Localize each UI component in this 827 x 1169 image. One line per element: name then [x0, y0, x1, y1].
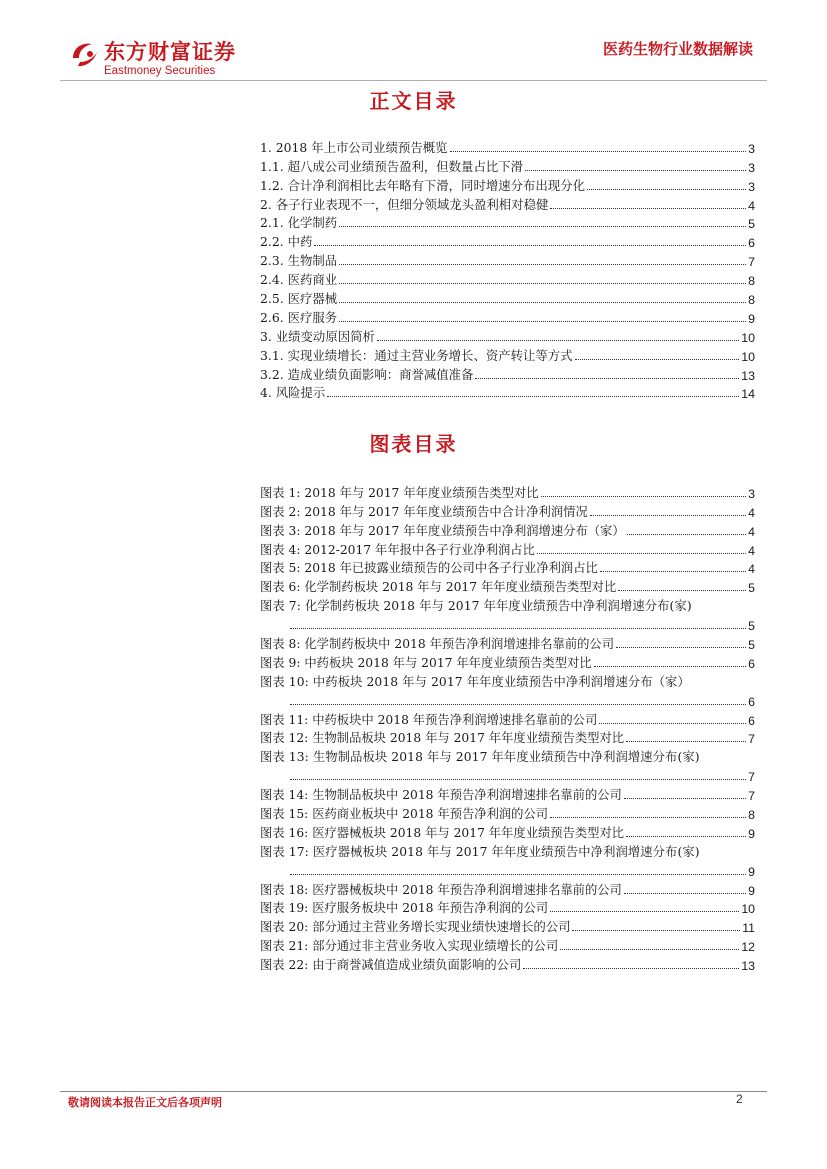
figure-entry-page: 5: [748, 619, 755, 634]
figure-entry[interactable]: [260, 822, 755, 841]
figure-list-heading: 图表目录: [369, 432, 458, 456]
toc-heading: 正文目录: [369, 89, 458, 113]
toc-entry-label: 1.2. 合计净利润相比去年略有下滑，同时增速分布出现分化: [260, 177, 585, 193]
toc-entry-label: 2.2. 中药: [260, 234, 313, 250]
dot-leader: [624, 798, 746, 799]
figure-entry[interactable]: [260, 671, 755, 709]
dot-leader: [616, 647, 746, 648]
toc-entry-label: 3.2. 造成业绩负面影响：商誉减值准备: [260, 366, 474, 382]
dot-leader: [290, 628, 746, 629]
toc-entry[interactable]: [260, 213, 755, 232]
figure-entry-page: 13: [741, 959, 755, 974]
figure-entry[interactable]: [260, 482, 755, 501]
figure-entry-page: 6: [748, 713, 755, 728]
footer-divider: [60, 1091, 767, 1092]
dot-leader: [327, 396, 739, 397]
dot-leader: [627, 534, 747, 535]
toc-entry-page: 10: [741, 330, 755, 345]
dot-leader: [525, 170, 746, 171]
figure-entry-label: 图表 2: 2018 年与 2017 年年度业绩预告中合计净利润情况: [260, 504, 588, 519]
company-logo: [70, 36, 290, 80]
toc-entry-page: 5: [748, 217, 755, 232]
toc-entry-page: 13: [741, 368, 755, 383]
figure-entry-label: 图表 8: 化学制药板块中 2018 年预告净利润增速排名靠前的公司: [260, 637, 615, 652]
figure-entry-page: 4: [748, 505, 755, 520]
dot-leader: [339, 226, 746, 227]
dot-leader: [377, 340, 739, 341]
dot-leader: [339, 283, 746, 284]
toc-entry-label: 1. 2018 年上市公司业绩预告概览: [260, 139, 448, 155]
toc-entry[interactable]: [260, 231, 755, 250]
dot-leader: [450, 151, 747, 152]
figure-entry-label: 图表 17: 医疗器械板块 2018 年与 2017 年年度业绩预告中净利润增速分布(家): [260, 844, 700, 859]
figure-entry[interactable]: [260, 709, 755, 728]
dot-leader: [541, 496, 747, 497]
dot-leader: [339, 264, 746, 265]
figure-entry[interactable]: [260, 728, 755, 747]
figure-entry-page: 9: [748, 826, 755, 841]
dot-leader: [572, 930, 740, 931]
toc-entry[interactable]: [260, 194, 755, 213]
figure-entry-label: 图表 12: 生物制品板块 2018 年与 2017 年年度业绩预告类型对比: [260, 731, 625, 746]
toc-entry-page: 3: [748, 141, 755, 156]
toc-entry[interactable]: [260, 250, 755, 269]
dot-leader: [290, 874, 746, 875]
figure-entry-label: 图表 13: 生物制品板块 2018 年与 2017 年年度业绩预告中净利润增速分布(家): [260, 750, 700, 765]
figure-list: [260, 482, 755, 973]
dot-leader: [600, 571, 746, 572]
figure-entry-page: 3: [748, 486, 755, 501]
figure-entry-page: 9: [748, 883, 755, 898]
figure-entry-label: 图表 4: 2012-2017 年年报中各子行业净利润占比: [260, 542, 535, 557]
toc-entry-page: 10: [741, 349, 755, 364]
figure-entry-page: 4: [748, 524, 755, 539]
header-divider: [60, 80, 767, 81]
toc-entry-page: 7: [748, 255, 755, 270]
figure-entry[interactable]: [260, 520, 755, 539]
figure-entry[interactable]: [260, 784, 755, 803]
toc-entry-page: 8: [748, 293, 755, 308]
figure-entry-page: 7: [748, 770, 755, 785]
figure-entry-label: 图表 15: 医药商业板块中 2018 年预告净利润的公司: [260, 807, 549, 822]
dot-leader: [550, 911, 739, 912]
toc-entry-label: 3. 业绩变动原因简析: [260, 328, 375, 344]
dot-leader: [550, 817, 746, 818]
figure-entry-page: 7: [748, 732, 755, 747]
figure-entry-label: 图表 7: 化学制药板块 2018 年与 2017 年年度业绩预告中净利润增速分布(家): [260, 599, 692, 614]
figure-entry-label: 图表 10: 中药板块 2018 年与 2017 年年度业绩预告中净利润增速分布（家）: [260, 674, 690, 689]
figure-entry-page: 11: [742, 921, 755, 936]
figure-entry-page: 4: [748, 543, 755, 558]
dot-leader: [339, 302, 746, 303]
toc-entry-page: 4: [748, 198, 755, 213]
toc-entry-page: 3: [748, 179, 755, 194]
figure-entry-label: 图表 11: 中药板块中 2018 年预告净利润增速排名靠前的公司: [260, 712, 598, 727]
toc-entry[interactable]: [260, 269, 755, 288]
figure-entry[interactable]: [260, 539, 755, 558]
toc-entry[interactable]: [260, 288, 755, 307]
eastmoney-logo-icon: [70, 40, 100, 70]
toc-entry[interactable]: [260, 137, 755, 156]
dot-leader: [624, 893, 746, 894]
figure-entry[interactable]: [260, 935, 755, 954]
dot-leader: [550, 208, 746, 209]
figure-entry-page: 10: [741, 902, 755, 917]
dot-leader: [599, 723, 746, 724]
figure-entry[interactable]: [260, 558, 755, 577]
figure-entry-label: 图表 14: 生物制品板块中 2018 年预告净利润增速排名靠前的公司: [260, 788, 622, 803]
page-number: 2: [736, 1092, 743, 1106]
toc-entry[interactable]: [260, 383, 755, 402]
dot-leader: [290, 779, 746, 780]
figure-entry-page: 9: [748, 864, 755, 879]
toc-entry-label: 2.1. 化学制药: [260, 215, 338, 231]
figure-entry-page: 6: [748, 656, 755, 671]
figure-entry[interactable]: [260, 652, 755, 671]
figure-entry-page: 8: [748, 808, 755, 823]
toc-list: [260, 137, 755, 401]
dot-leader: [575, 359, 740, 360]
toc-entry[interactable]: [260, 307, 755, 326]
toc-entry[interactable]: [260, 345, 755, 364]
toc-entry-page: 14: [741, 387, 755, 402]
figure-entry-page: 5: [748, 638, 755, 653]
figure-entry-page: 6: [748, 694, 755, 709]
toc-entry-label: 2.4. 医药商业: [260, 272, 338, 288]
toc-entry-page: 6: [748, 236, 755, 251]
dot-leader: [560, 949, 739, 950]
figure-entry[interactable]: [260, 954, 755, 973]
toc-entry-label: 1.1. 超八成公司业绩预告盈利，但数量占比下滑: [260, 158, 524, 174]
figure-entry[interactable]: [260, 879, 755, 898]
page-header: [60, 30, 767, 80]
figure-entry[interactable]: [260, 576, 755, 595]
toc-entry[interactable]: [260, 364, 755, 383]
toc-entry-page: 3: [748, 160, 755, 175]
figure-entry-label: 图表 22: 由于商誉减值造成业绩负面影响的公司: [260, 958, 522, 973]
figure-entry-page: 12: [741, 940, 755, 955]
figure-entry-label: 图表 16: 医疗器械板块 2018 年与 2017 年年度业绩预告类型对比: [260, 825, 625, 840]
dot-leader: [537, 553, 746, 554]
toc-entry-label: 3.1. 实现业绩增长：通过主营业务增长、资产转让等方式: [260, 347, 573, 363]
figure-entry-page: 4: [748, 562, 755, 577]
figure-entry-label: 图表 1: 2018 年与 2017 年年度业绩预告类型对比: [260, 485, 539, 500]
logo-chinese-name: 东方财富证券: [104, 40, 236, 64]
figure-entry-label: 图表 21: 部分通过非主营业务收入实现业绩增长的公司: [260, 939, 559, 954]
toc-entry-label: 2.6. 医疗服务: [260, 309, 338, 325]
dot-leader: [339, 321, 746, 322]
figure-entry[interactable]: [260, 841, 755, 879]
figure-entry[interactable]: [260, 898, 755, 917]
figure-entry-label: 图表 20: 部分通过主营业务增长实现业绩快速增长的公司: [260, 920, 571, 935]
dot-leader: [587, 189, 746, 190]
toc-entry-label: 2.3. 生物制品: [260, 253, 338, 269]
figure-entry[interactable]: [260, 501, 755, 520]
dot-leader: [626, 836, 746, 837]
toc-entry-page: 9: [748, 311, 755, 326]
figure-entry-page: 7: [748, 789, 755, 804]
dot-leader: [290, 704, 746, 705]
figure-entry[interactable]: [260, 803, 755, 822]
toc-entry-label: 4. 风险提示: [260, 385, 326, 401]
dot-leader: [475, 378, 739, 379]
dot-leader: [618, 590, 746, 591]
report-type-title: 医药生物行业数据解读: [602, 40, 753, 58]
toc-entry[interactable]: [260, 156, 755, 175]
logo-english-name: Eastmoney Securities: [104, 65, 216, 77]
toc-entry[interactable]: [260, 175, 755, 194]
dot-leader: [594, 666, 747, 667]
figure-entry-label: 图表 6: 化学制药板块 2018 年与 2017 年年度业绩预告类型对比: [260, 580, 617, 595]
figure-entry-label: 图表 5: 2018 年已披露业绩预告的公司中各子行业净利润占比: [260, 561, 598, 576]
dot-leader: [523, 968, 739, 969]
figure-entry-label: 图表 9: 中药板块 2018 年与 2017 年年度业绩预告类型对比: [260, 655, 592, 670]
figure-entry[interactable]: [260, 633, 755, 652]
toc-entry-label: 2. 各子行业表现不一，但细分领域龙头盈利相对稳健: [260, 196, 549, 212]
figure-entry[interactable]: [260, 916, 755, 935]
figure-entry-page: 5: [748, 581, 755, 596]
dot-leader: [590, 515, 746, 516]
toc-entry-label: 2.5. 医疗器械: [260, 291, 338, 307]
figure-entry-label: 图表 18: 医疗器械板块中 2018 年预告净利润增速排名靠前的公司: [260, 882, 622, 897]
toc-entry[interactable]: [260, 326, 755, 345]
toc-entry-page: 8: [748, 274, 755, 289]
figure-entry-label: 图表 19: 医疗服务板块中 2018 年预告净利润的公司: [260, 901, 549, 916]
dot-leader: [626, 741, 746, 742]
footer-disclaimer: 敬请阅读本报告正文后各项声明: [68, 1096, 222, 1109]
dot-leader: [314, 245, 746, 246]
figure-entry[interactable]: [260, 595, 755, 633]
figure-entry[interactable]: [260, 746, 755, 784]
figure-entry-label: 图表 3: 2018 年与 2017 年年度业绩预告中净利润增速分布（家）: [260, 523, 625, 538]
